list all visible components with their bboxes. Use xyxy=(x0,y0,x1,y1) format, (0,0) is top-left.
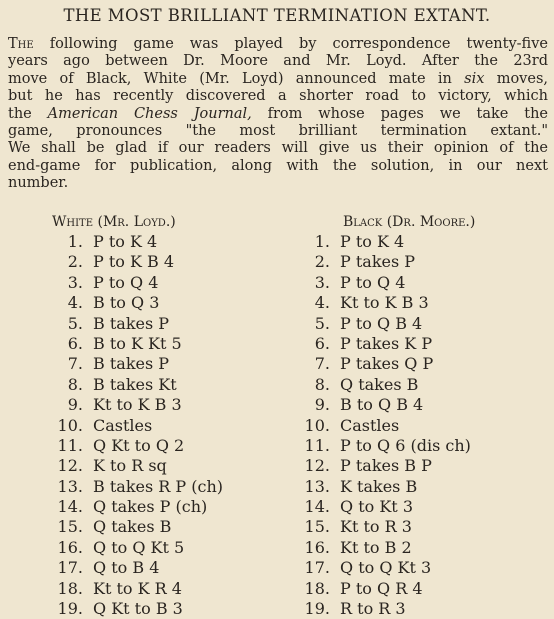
white-move: Q Kt to Q 2 xyxy=(93,435,185,455)
move-number: 10. xyxy=(57,415,83,435)
move-number: 2. xyxy=(67,252,83,272)
move-number: 16. xyxy=(57,537,83,557)
black-move: P to Q 6 (dis ch) xyxy=(340,435,471,455)
white-move: Q takes P (ch) xyxy=(93,497,208,517)
white-move: P to Q 4 xyxy=(93,272,159,292)
black-move: Kt to K B 3 xyxy=(340,293,429,313)
white-move-row xyxy=(55,558,160,578)
white-move-row xyxy=(55,232,158,252)
black-move: P to Q 4 xyxy=(340,272,406,292)
black-move-row xyxy=(302,374,419,395)
move-number: 9. xyxy=(67,395,83,415)
move-number: 17. xyxy=(57,558,83,578)
white-move-row xyxy=(55,313,170,334)
move-number: 13. xyxy=(304,476,330,496)
white-move-row xyxy=(55,435,185,456)
move-number: 18. xyxy=(304,578,330,598)
black-move-row xyxy=(302,599,406,619)
move-number: 9. xyxy=(314,395,330,415)
black-move-row xyxy=(302,497,413,517)
black-move-row xyxy=(302,313,423,334)
move-number: 6. xyxy=(67,333,83,353)
black-move: Q takes B xyxy=(340,374,419,394)
white-move-row xyxy=(55,252,175,272)
move-number: 11. xyxy=(57,435,83,455)
white-move: P to K 4 xyxy=(93,232,158,251)
white-move-row xyxy=(55,272,159,293)
move-number: 15. xyxy=(304,517,330,537)
move-number: 14. xyxy=(57,497,83,517)
white-move: P to K B 4 xyxy=(93,252,175,272)
white-move-row xyxy=(55,599,183,619)
move-number: 3. xyxy=(67,272,83,292)
white-move: B takes R P (ch) xyxy=(93,476,224,496)
move-number: 16. xyxy=(304,537,330,557)
white-move-row xyxy=(55,537,185,558)
black-move-row xyxy=(302,395,424,415)
move-number: 4. xyxy=(314,293,330,313)
intro-line: number. xyxy=(8,175,69,192)
intro-text: following game was played by correspondence twenty-five xyxy=(49,36,548,52)
intro-text: moves, xyxy=(496,70,548,87)
white-move: Kt to K B 3 xyxy=(93,395,182,415)
black-move: P to K 4 xyxy=(340,232,405,251)
white-move: Q to Q Kt 5 xyxy=(93,537,185,557)
white-move-row xyxy=(55,476,224,497)
intro-text: the xyxy=(8,105,32,122)
intro-text: move of Black, White (Mr. Loyd) announced mate in xyxy=(8,70,452,87)
white-moves-column xyxy=(55,232,224,619)
black-move-row xyxy=(302,252,416,272)
page-title: THE MOST BRILLIANT TERMINATION EXTANT. xyxy=(63,6,491,25)
journal-name: American Chess Journal, xyxy=(47,105,252,122)
move-number: 12. xyxy=(57,456,83,476)
move-number: 19. xyxy=(304,599,330,619)
intro-lead: The xyxy=(8,36,34,52)
white-move: B to K Kt 5 xyxy=(93,333,182,353)
intro-emphasis: six xyxy=(464,70,485,87)
black-move-row xyxy=(302,578,423,599)
move-number: 11. xyxy=(304,435,330,455)
black-move: P takes B P xyxy=(340,456,432,476)
white-move: B takes P xyxy=(93,354,170,374)
black-moves-column xyxy=(302,232,471,619)
white-move-row xyxy=(55,354,170,374)
move-number: 12. xyxy=(304,456,330,476)
move-number: 6. xyxy=(314,333,330,353)
black-move-row xyxy=(302,354,434,374)
black-move: P takes K P xyxy=(340,333,433,353)
intro-line: We shall be glad if our readers will give us their opinion of the xyxy=(8,140,548,157)
move-number: 14. xyxy=(304,497,330,517)
move-number: 5. xyxy=(314,313,330,333)
intro-line: game, pronounces "the most brilliant termination extant." xyxy=(8,123,548,140)
move-number: 15. xyxy=(57,517,83,537)
intro-line: years ago between Dr. Moore and Mr. Loyd. After the 23rd xyxy=(8,53,548,70)
intro-paragraph xyxy=(8,36,548,193)
move-number: 7. xyxy=(314,354,330,374)
black-move: R to R 3 xyxy=(340,599,406,619)
black-move: Kt to B 2 xyxy=(340,537,412,557)
white-move: Q Kt to B 3 xyxy=(93,599,183,619)
white-move-row xyxy=(55,415,153,436)
white-move-row xyxy=(55,395,182,415)
move-number: 10. xyxy=(304,415,330,435)
black-move-row xyxy=(302,456,432,476)
intro-line xyxy=(8,36,548,53)
white-move: B takes Kt xyxy=(93,374,177,394)
move-number: 13. xyxy=(57,476,83,496)
white-move: B takes P xyxy=(93,313,170,333)
move-number: 3. xyxy=(314,272,330,292)
white-move-row xyxy=(55,517,172,537)
black-move-row xyxy=(302,415,400,436)
intro-text: from whose pages we take the xyxy=(267,105,548,122)
intro-line: end-game for publication, along with the solution, in our next xyxy=(8,157,548,174)
black-move: Castles xyxy=(340,415,400,435)
intro-line: but he has recently discovered a shorter road to victory, which xyxy=(8,88,548,105)
intro-line xyxy=(8,71,548,88)
black-move: Q to Kt 3 xyxy=(340,497,413,517)
white-move: Q takes B xyxy=(93,517,172,537)
white-move: Kt to K R 4 xyxy=(93,578,182,598)
move-number: 19. xyxy=(57,599,83,619)
move-number: 17. xyxy=(304,558,330,578)
white-move-row xyxy=(55,374,177,395)
black-move: Q to Q Kt 3 xyxy=(340,558,432,578)
black-move: P takes Q P xyxy=(340,354,434,374)
white-move: Q to B 4 xyxy=(93,558,160,578)
black-move: B to Q B 4 xyxy=(340,395,424,415)
white-move: Castles xyxy=(93,415,153,435)
black-move-row xyxy=(302,232,405,252)
move-number: 8. xyxy=(314,374,330,394)
white-move-row xyxy=(55,497,208,517)
black-move-row xyxy=(302,272,406,293)
white-move-row xyxy=(55,456,167,476)
move-number: 4. xyxy=(67,293,83,313)
intro-line xyxy=(8,106,548,123)
move-number: 1. xyxy=(314,232,330,251)
white-move-row xyxy=(55,333,182,354)
black-move: P to Q R 4 xyxy=(340,578,423,598)
white-player-header: White (Mr. Loyd.) xyxy=(52,214,176,230)
white-move-row xyxy=(55,578,182,599)
white-move: B to Q 3 xyxy=(93,293,160,313)
black-move: P to Q B 4 xyxy=(340,313,423,333)
black-move-row xyxy=(302,333,433,354)
black-move: P takes P xyxy=(340,252,416,272)
black-player-header: Black (Dr. Moore.) xyxy=(343,214,476,230)
black-move: Kt to R 3 xyxy=(340,517,412,537)
black-move-row xyxy=(302,435,471,456)
black-move: K takes B xyxy=(340,476,418,496)
black-move-row xyxy=(302,517,412,537)
black-move-row xyxy=(302,537,412,558)
move-number: 1. xyxy=(67,232,83,251)
white-move: K to R sq xyxy=(93,456,167,476)
move-number: 2. xyxy=(314,252,330,272)
move-number: 5. xyxy=(67,313,83,333)
move-number: 8. xyxy=(67,374,83,394)
move-number: 7. xyxy=(67,354,83,374)
move-number: 18. xyxy=(57,578,83,598)
white-move-row xyxy=(55,293,160,313)
black-move-row xyxy=(302,293,429,313)
black-move-row xyxy=(302,476,418,497)
black-move-row xyxy=(302,558,432,578)
